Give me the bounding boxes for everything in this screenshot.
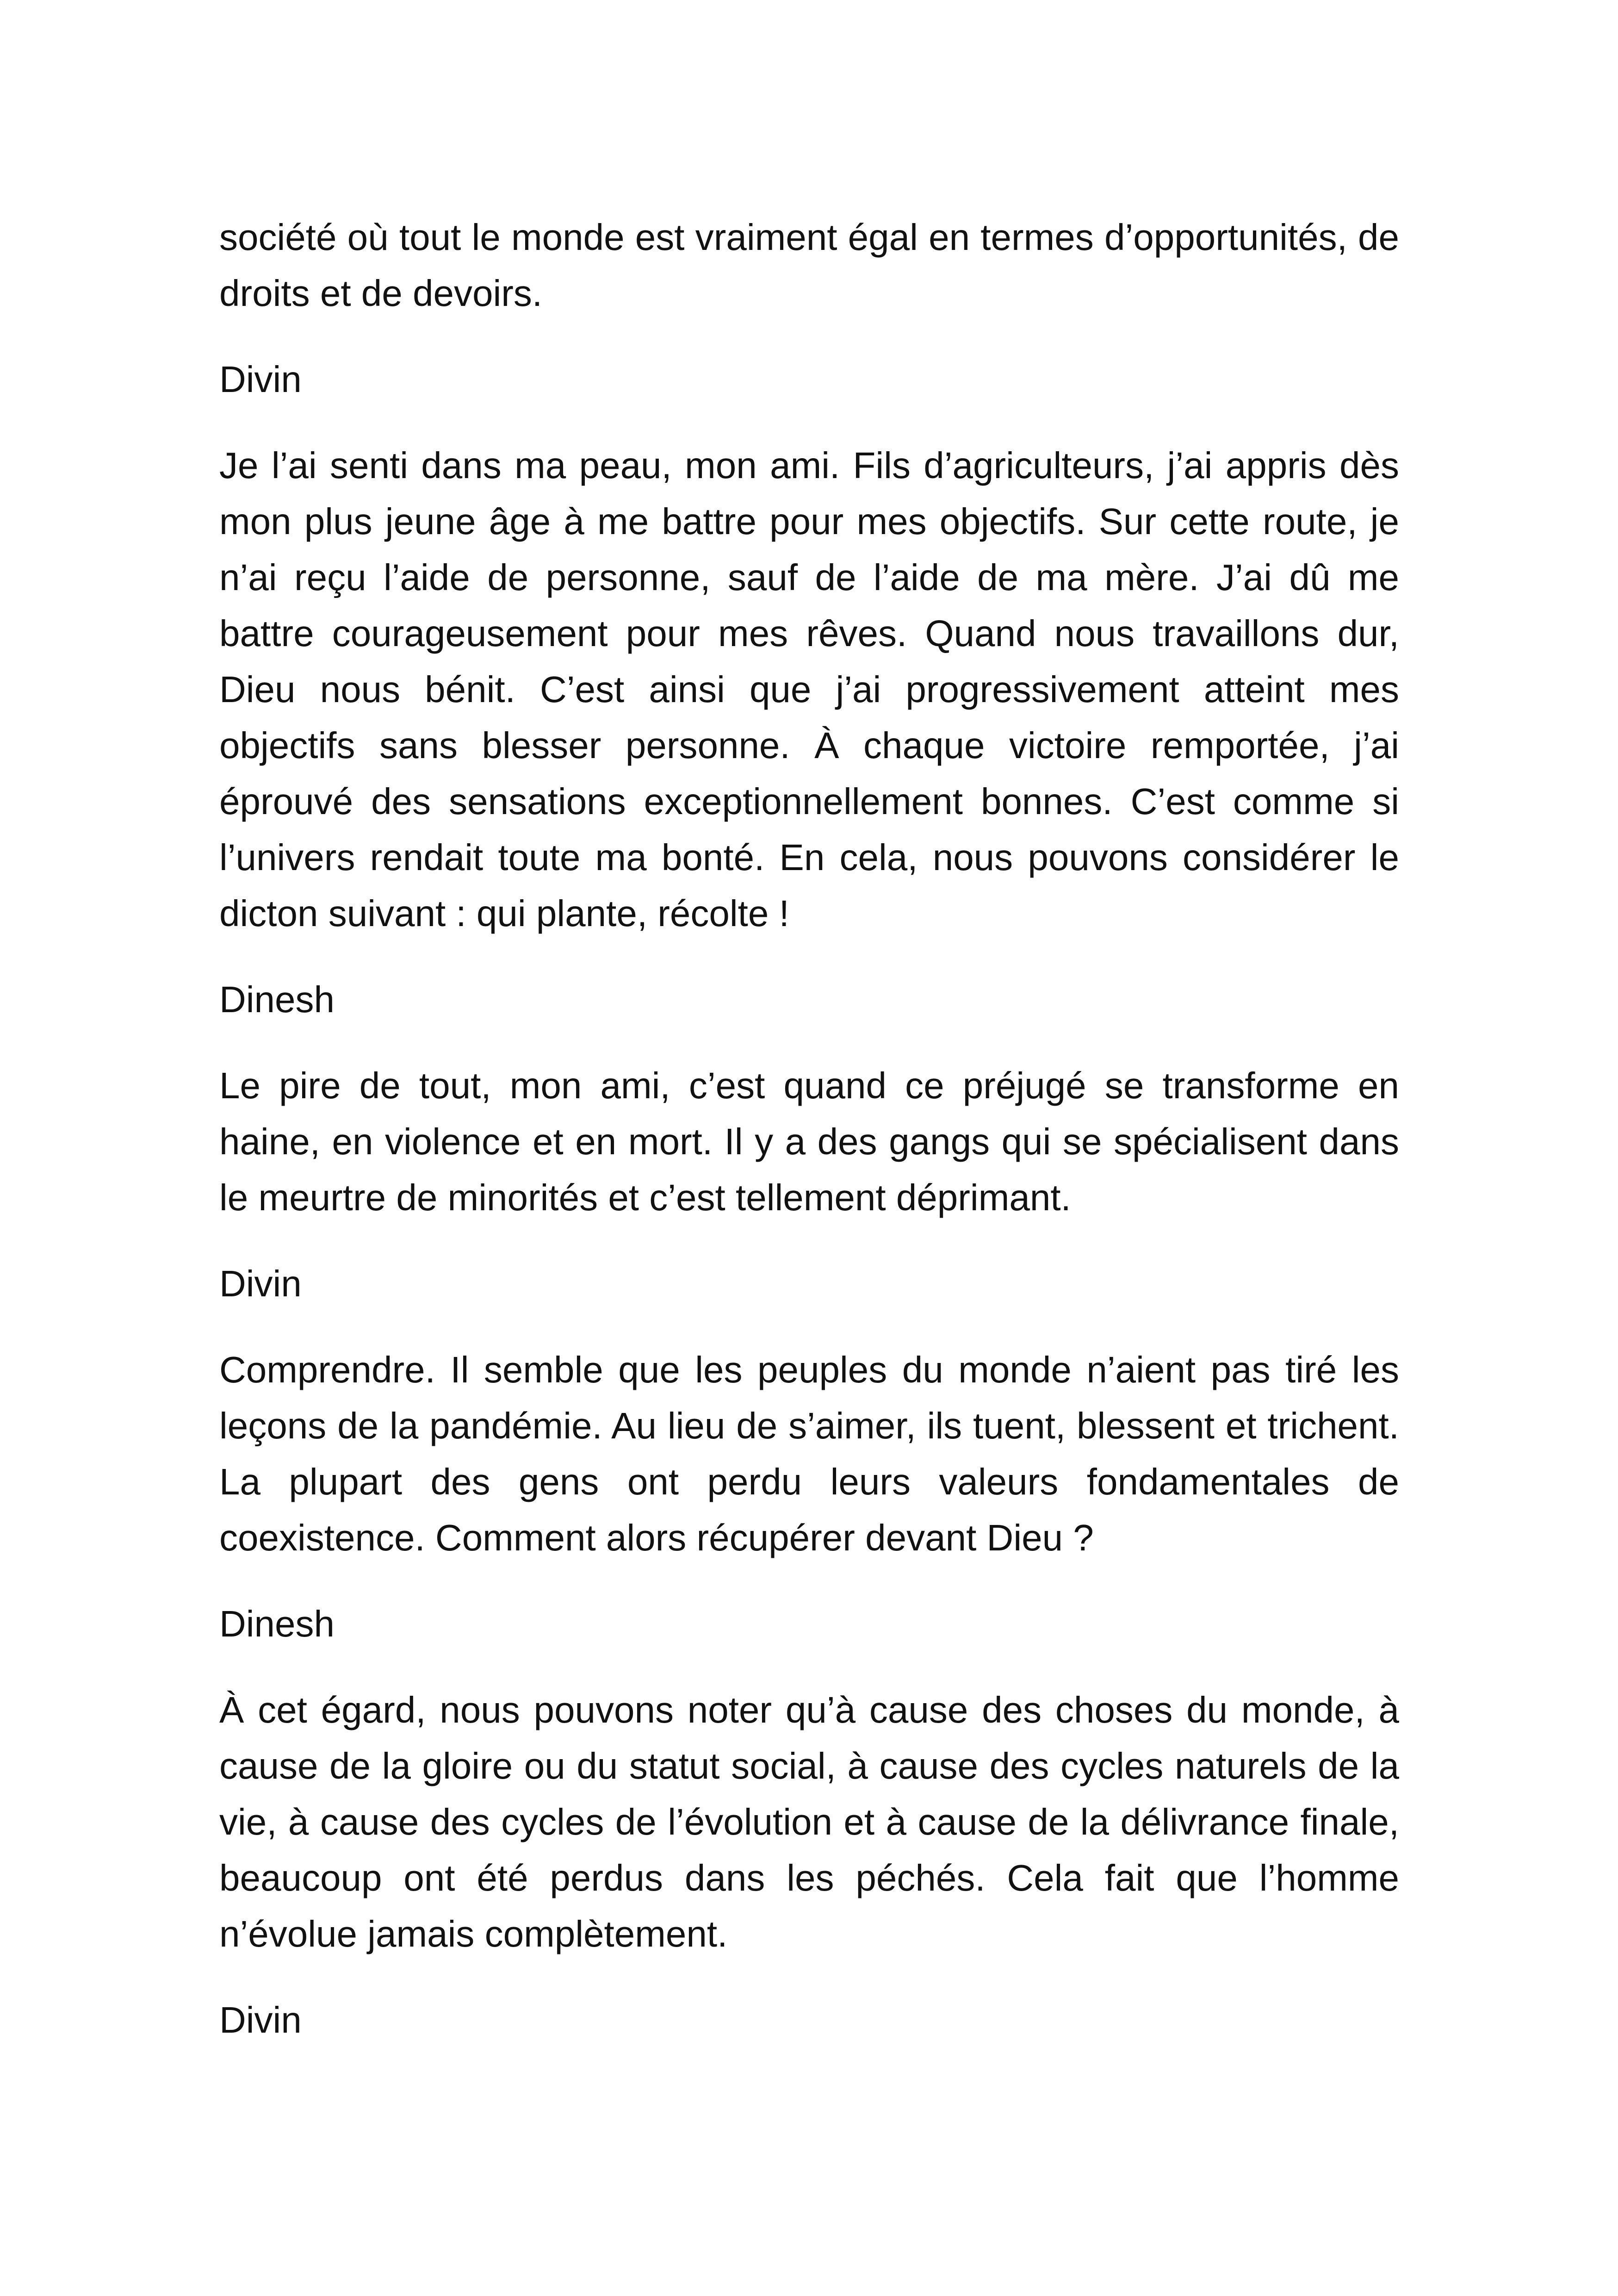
dialogue-paragraph: Je l’ai senti dans ma peau, mon ami. Fils d’agriculteurs, j’ai appris dès mon plus jeune âge à me battre pour mes objectifs. Sur cette route, je n’ai reçu l’aide de personne, sauf de l’aide de ma mère. J’ai dû me battre courageusement pour mes rêves. Quand nous travaillons dur, Dieu nous bénit. C’est ainsi que j’ai progressivement atteint mes objectifs sans blesser personne. À chaque victoire remportée, j’ai éprouvé des sensations exceptionnellement bonnes. C’est comme si l’univers rendait toute ma bonté. En cela, nous pouvons considérer le dicton suivant : qui plante, récolte ! (219, 445, 1399, 934)
speaker-name: Dinesh (219, 979, 335, 1020)
dialogue-paragraph: À cet égard, nous pouvons noter qu’à cause des choses du monde, à cause de la gloire ou du statut social, à cause des cycles naturels de la vie, à cause des cycles de l’évolution et à cause de la délivrance finale, beaucoup ont été perdus dans les péchés. Cela fait que l’homme n’évolue jamais complètement. (219, 1689, 1399, 1954)
dialogue-paragraph: Le pire de tout, mon ami, c’est quand ce préjugé se transforme en haine, en violence et en mort. Il y a des gangs qui se spécialisent dans le meurtre de minorités et c’est tellement déprimant. (219, 1065, 1399, 1218)
speaker-name: Divin (219, 1263, 302, 1304)
speaker-name: Divin (219, 359, 302, 400)
document-body (219, 209, 1399, 2078)
dialogue-paragraph: Comprendre. Il semble que les peuples du monde n’aient pas tiré les leçons de la pandémie. Au lieu de s’aimer, ils tuent, blessent et trichent. La plupart des gens ont perdu leurs valeurs fondamentales de coexistence. Comment alors récupérer devant Dieu ? (219, 1349, 1399, 1558)
paragraph-continued: société où tout le monde est vraiment égal en termes d’opportunités, de droits et de devoirs. (219, 217, 1399, 314)
speaker-name: Dinesh (219, 1603, 335, 1644)
speaker-name: Divin (219, 1999, 302, 2041)
